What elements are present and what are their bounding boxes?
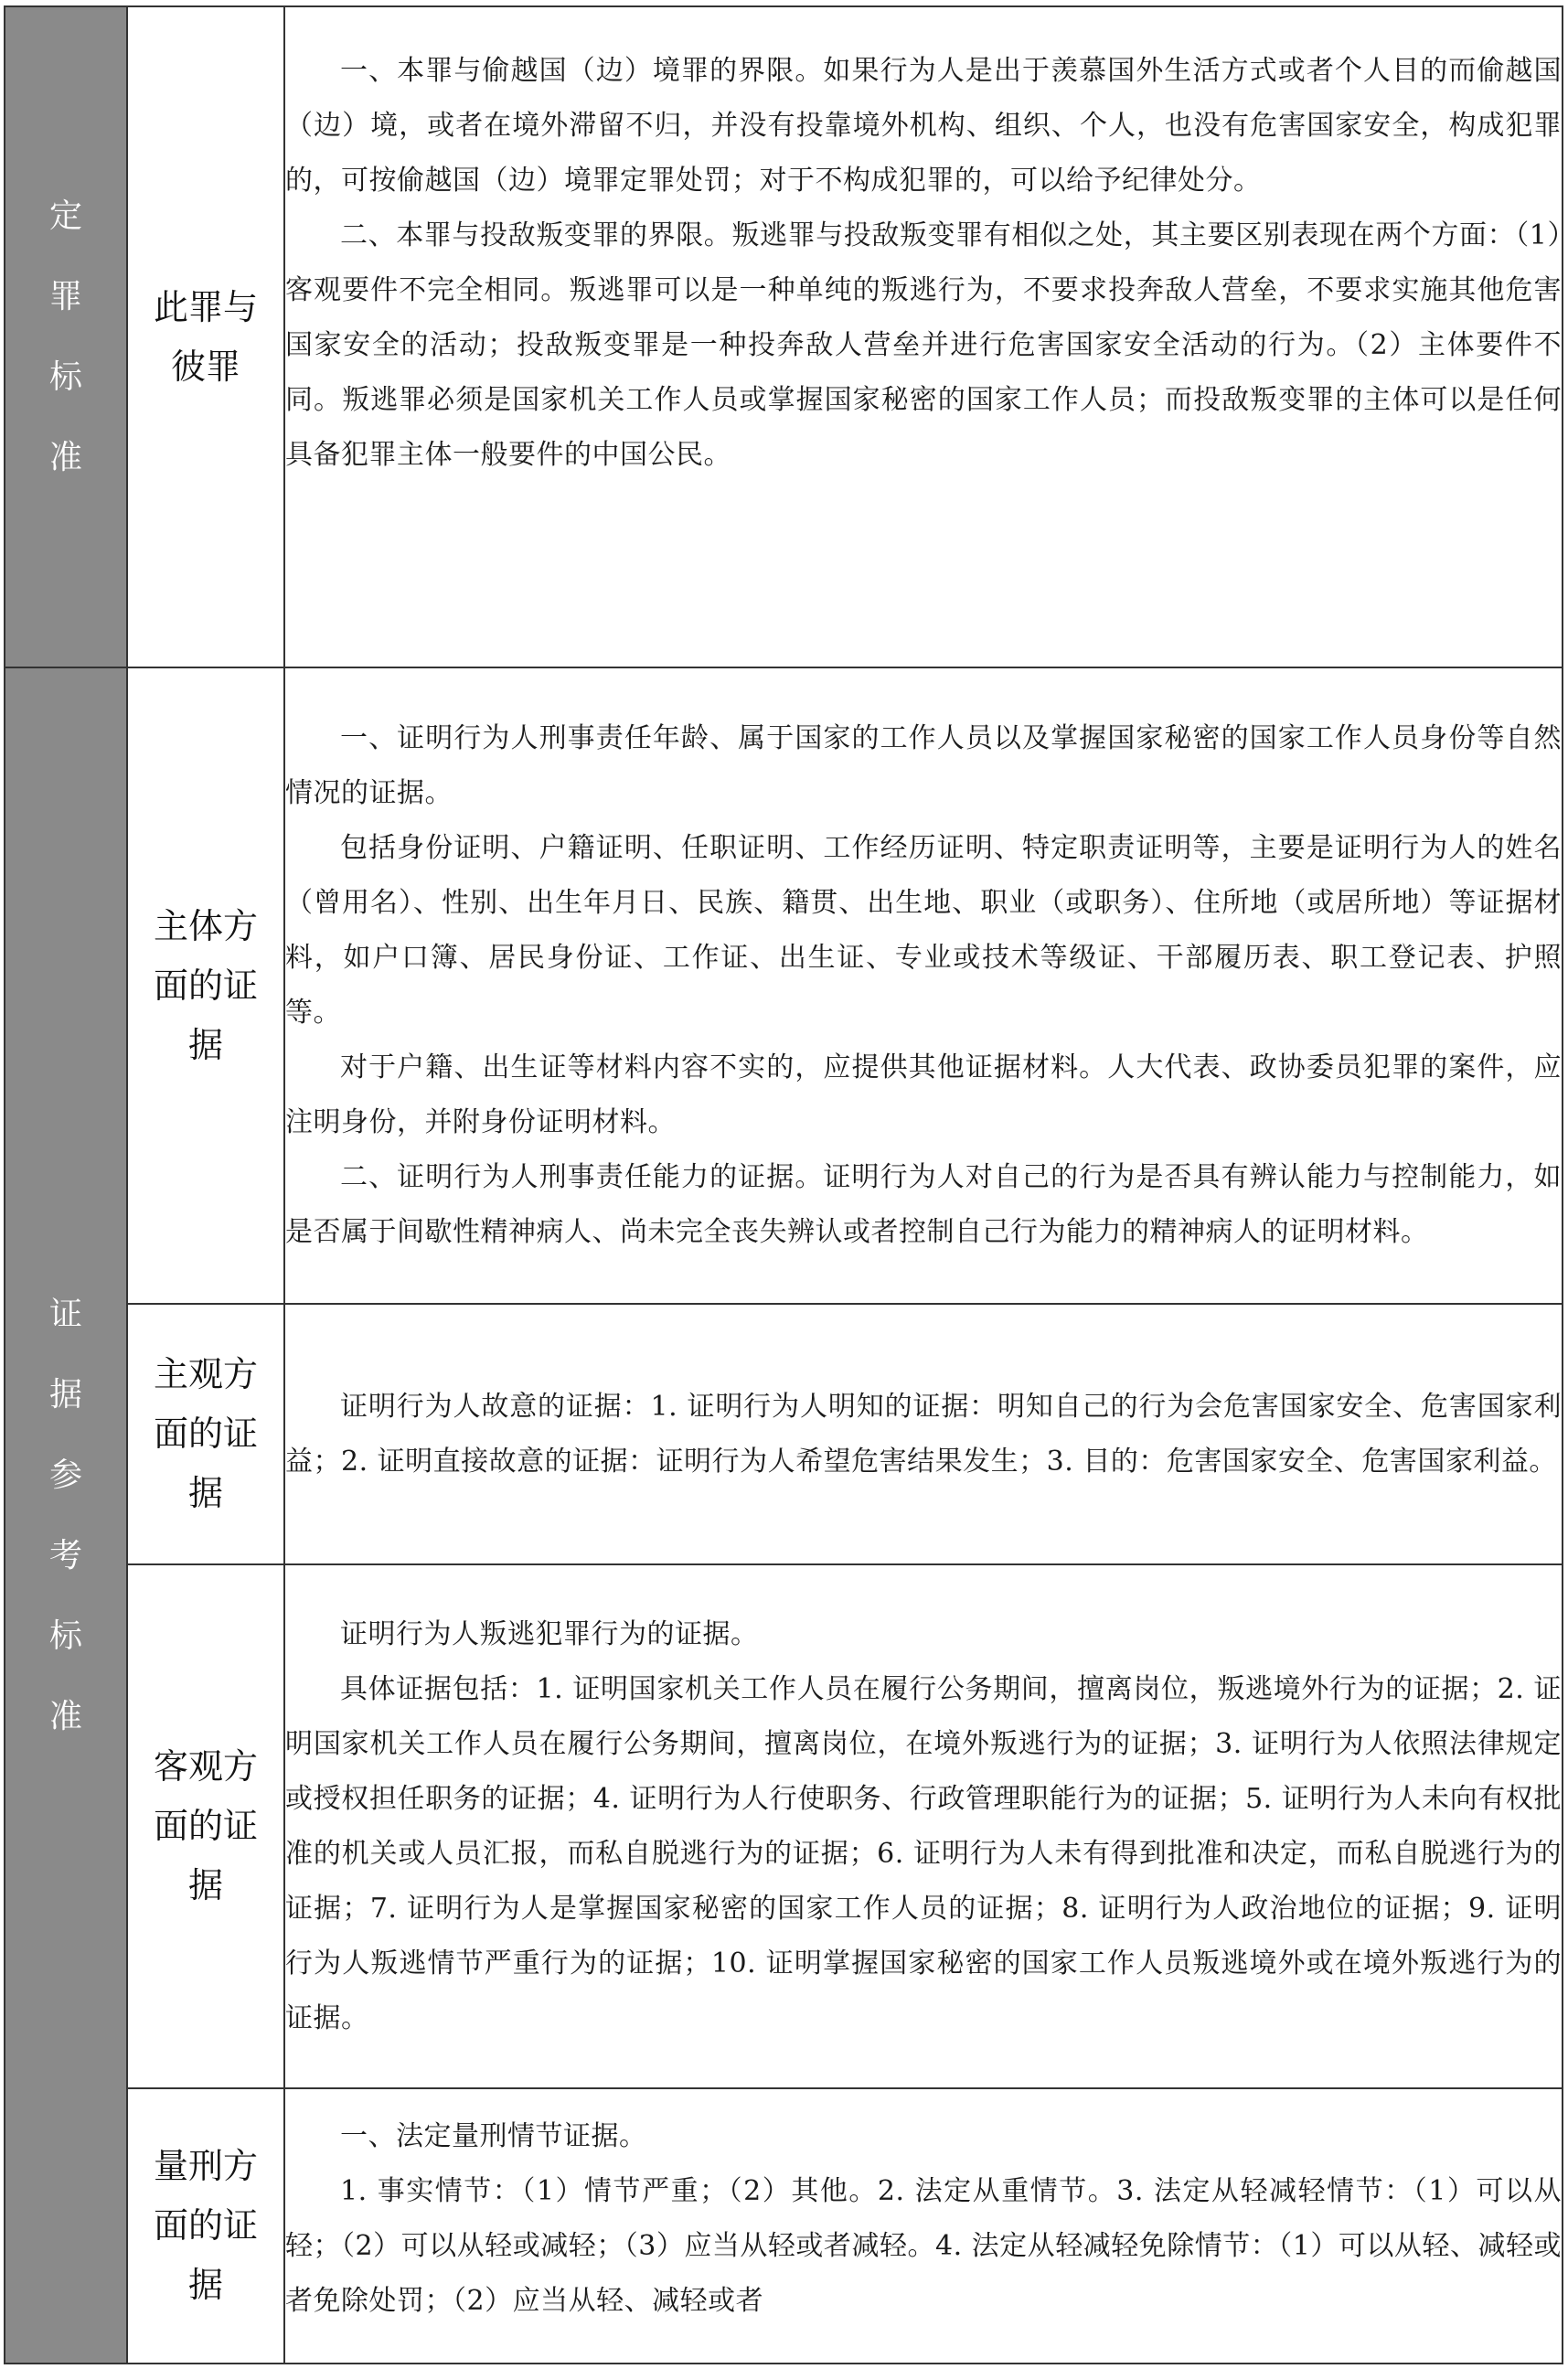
row-label-cell xyxy=(127,1564,284,2088)
paragraph: 一、本罪与偷越国（边）境罪的界限。如果行为人是出于羡慕国外生活方式或者个人目的而偷越国（边）境，或者在境外滞留不归，并没有投靠境外机构、组织、个人，也没有危害国家安全，构成犯罪的，可按偷越国（边）境罪定罪处罚；对于不构成犯罪的，可以给予纪律处分。 xyxy=(285,55,1562,197)
row-content xyxy=(284,1304,1563,1564)
category-cell xyxy=(5,667,127,2364)
row-label-cell xyxy=(127,6,284,667)
paragraph: 一、证明行为人刑事责任年龄、属于国家的工作人员以及掌握国家秘密的国家工作人员身份等自然情况的证据。 xyxy=(285,722,1562,809)
row-content xyxy=(284,6,1563,667)
table-row xyxy=(5,6,1563,667)
paragraph: 二、本罪与投敌叛变罪的界限。叛逃罪与投敌叛变罪有相似之处，其主要区别表现在两个方面：（1）客观要件不完全相同。叛逃罪可以是一种单纯的叛逃行为，不要求投奔敌人营垒，不要求实施其他危害国家安全的活动；投敌叛变罪是一种投奔敌人营垒并进行危害国家安全活动的行为。（2）主体要件不同。叛逃罪必须是国家机关工作人员或掌握国家秘密的国家工作人员；而投敌叛变罪的主体可以是任何具备犯罪主体一般要件的中国公民。 xyxy=(285,219,1562,471)
row-content xyxy=(284,667,1563,1304)
table-row xyxy=(5,667,1563,1304)
paragraph: 包括身份证明、户籍证明、任职证明、工作经历证明、特定职责证明等，主要是证明行为人的姓名（曾用名）、性别、出生年月日、民族、籍贯、出生地、职业（或职务）、住所地（或居所地）等证据材料，如户口簿、居民身份证、工作证、出生证、专业或技术等级证、干部履历表、职工登记表、护照等。 xyxy=(285,832,1562,1029)
table-row xyxy=(5,1564,1563,2088)
paragraph: 具体证据包括：1. 证明国家机关工作人员在履行公务期间，擅离岗位，叛逃境外行为的证据；2. 证明国家机关工作人员在履行公务期间，擅离岗位，在境外叛逃行为的证据；3. 证明行为人依照法律规定或授权担任职务的证据；4. 证明行为人行使职务、行政管理职能行为的证据；5. 证明行为人未向有权批准的机关或人员汇报，而私自脱逃行为的证据；6. 证明行为人未有得到批准和决定，而私自脱逃行为的证据；7. 证明行为人是掌握国家秘密的国家工作人员的证据；8. 证明行为人政治地位的证据；9. 证明行为人叛逃情节严重行为的证据；10. 证明掌握国家秘密的国家工作人员叛逃境外或在境外叛逃行为的证据。 xyxy=(285,1672,1562,2034)
row-label: 主观方面的证据 xyxy=(154,1354,259,1513)
paragraph: 二、证明行为人刑事责任能力的证据。证明行为人对自己的行为是否具有辨认能力与控制能力，如是否属于间歇性精神病人、尚未完全丧失辨认或者控制自己行为能力的精神病人的证明材料。 xyxy=(285,1161,1562,1248)
category-label: 定罪标准 xyxy=(48,197,82,476)
paragraph: 证明行为人故意的证据：1. 证明行为人明知的证据：明知自己的行为会危害国家安全、危害国家利益；2. 证明直接故意的证据：证明行为人希望危害结果发生；3. 目的：危害国家安全、危害国家利益。 xyxy=(285,1390,1562,1478)
row-label: 客观方面的证据 xyxy=(154,1746,259,1905)
row-label-cell xyxy=(127,667,284,1304)
table-row xyxy=(5,1304,1563,1564)
row-label: 主体方面的证据 xyxy=(154,905,259,1065)
row-label-cell xyxy=(127,2088,284,2364)
paragraph: 1. 事实情节：（1）情节严重；（2）其他。2. 法定从重情节。3. 法定从轻减轻情节：（1）可以从轻；（2）可以从轻或减轻；（3）应当从轻或者减轻。4. 法定从轻减轻免除情节：（1）可以从轻、减轻或者免除处罚；（2）应当从轻、减轻或者 xyxy=(285,2175,1562,2317)
category-cell xyxy=(5,6,127,667)
category-label: 证据参考标准 xyxy=(48,1295,82,1735)
paragraph: 一、法定量刑情节证据。 xyxy=(340,2120,647,2152)
criteria-table xyxy=(4,5,1563,2364)
row-label: 量刑方面的证据 xyxy=(154,2146,259,2305)
table-row xyxy=(5,2088,1563,2364)
paragraph: 证明行为人叛逃犯罪行为的证据。 xyxy=(340,1617,759,1650)
row-label: 此罪与彼罪 xyxy=(154,286,259,387)
paragraph: 对于户籍、出生证等材料内容不实的，应提供其他证据材料。人大代表、政协委员犯罪的案件，应注明身份，并附身份证明材料。 xyxy=(285,1051,1562,1138)
row-label-cell xyxy=(127,1304,284,1564)
row-content xyxy=(284,1564,1563,2088)
row-content xyxy=(284,2088,1563,2364)
